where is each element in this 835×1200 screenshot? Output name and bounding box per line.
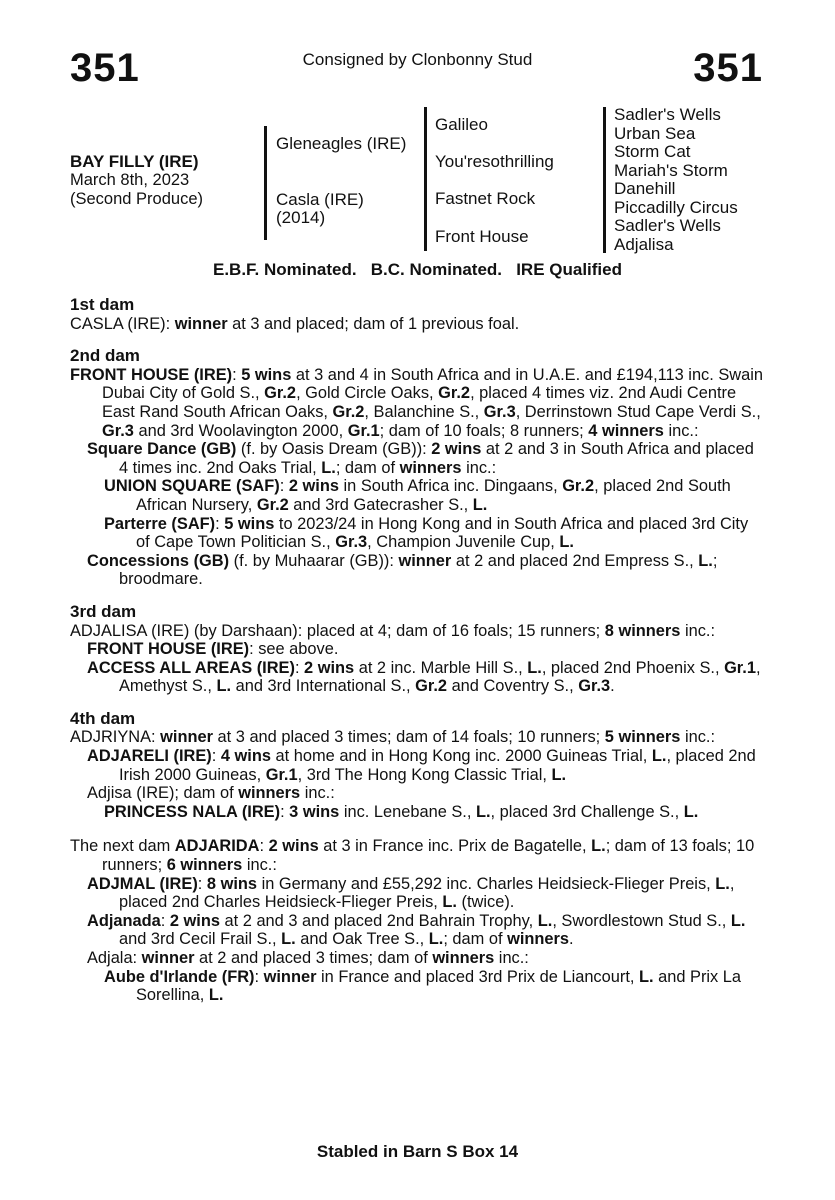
bold-text: 8 winners [604, 621, 681, 640]
text-run: , placed 2nd Phoenix S., [541, 658, 725, 677]
bold-text: L. [208, 986, 224, 1005]
bold-text: ADJARELI (IRE) [87, 747, 212, 766]
text-run: : [232, 365, 242, 384]
text-run: (f. by Oasis Dream (GB)): [236, 440, 432, 459]
text-run: : [279, 477, 289, 496]
text-run: : [294, 658, 305, 677]
text-run: at 2 inc. Marble Hill S., [354, 658, 528, 677]
text-run: , placed 2nd South African Nursery, [136, 477, 731, 514]
bold-text: L. [591, 837, 606, 856]
pedigree-gen2-1: You'resothrilling [435, 152, 554, 171]
text-run: ; dam of 10 foals; 8 runners; [379, 421, 589, 440]
pedigree-entry [70, 747, 765, 784]
text-run: : [197, 874, 207, 893]
text-run: The next dam [70, 837, 175, 856]
bold-text: Gr.2 [256, 495, 289, 514]
bold-text: winner [160, 728, 213, 747]
bold-text: Parterre (SAF) [104, 514, 216, 533]
text-run: inc.: [680, 728, 716, 747]
text-run: ; dam of 13 foals; 10 runners; [102, 837, 755, 875]
text-run: ADJALISA (IRE) (by Darshaan): placed at 4; dam of 16 foals; 15 runners; [70, 621, 605, 640]
first-dam-heading: 1st dam [70, 295, 135, 314]
text-run: at home and in Hong Kong inc. 2000 Guineas Trial, [270, 747, 652, 766]
text-run: , Amethyst S., [119, 658, 761, 696]
bold-text: L. [475, 802, 491, 821]
text-run: : see above. [249, 640, 339, 659]
text-run: , 3rd The Hong Kong Classic Trial, [297, 765, 552, 784]
pedigree-entry [70, 477, 765, 514]
first-dam-text [70, 315, 765, 334]
pedigree-entry [70, 912, 765, 949]
text-run: at 2 and placed 2nd Empress S., [451, 551, 699, 570]
bold-text: 5 wins [241, 365, 292, 384]
bold-text: FRONT HOUSE (IRE) [70, 365, 233, 384]
text-run: to 2023/24 in Hong Kong and in South Africa and placed 3rd City of Cape Town Politician S., [136, 514, 749, 552]
pedigree-entry [70, 875, 765, 912]
catalogue-body [70, 296, 765, 1005]
pedigree-entry [70, 515, 765, 552]
pedigree-entry [70, 968, 765, 1005]
fourth-dam-heading: 4th dam [70, 708, 136, 728]
bold-text: Square Dance (GB) [87, 440, 237, 459]
bold-text: 2 wins [268, 837, 319, 856]
pedigree-entry [70, 803, 765, 822]
bold-text: Aube d'Irlande (FR) [104, 967, 255, 986]
horse-dob: March 8th, 2023 [70, 171, 190, 189]
text-run: Adjala: [87, 949, 142, 967]
stabling-info: Stabled in Barn S Box 14 [316, 1142, 519, 1161]
text-run: , placed 2nd Irish 2000 Guineas, [119, 747, 756, 784]
bold-text: Gr.2 [415, 677, 448, 696]
text-run: at 3 in France inc. Prix de Bagatelle, [318, 837, 592, 856]
bold-text: 2 wins [431, 440, 482, 459]
bold-text: winner [398, 551, 452, 570]
bold-text: winner [263, 967, 317, 986]
bold-text: L. [281, 930, 296, 949]
next-dam-entries [70, 837, 765, 1004]
text-run: : [254, 967, 264, 986]
consignor: Consigned by Clonbonny Stud [302, 50, 533, 69]
text-run: , Balanchine S., [364, 402, 484, 421]
pedigree-gen3-2: Storm Cat [614, 142, 691, 161]
pedigree-gen3-7: Adjalisa [614, 234, 674, 254]
bold-text: 2 wins [288, 477, 339, 496]
pedigree-entry [70, 622, 765, 641]
bold-text: Gr.3 [335, 533, 368, 552]
bold-text: 2 wins [304, 658, 355, 677]
bold-text: 4 wins [220, 747, 271, 766]
pedigree-gen3-3: Mariah's Storm [614, 160, 728, 180]
text-run: and 3rd Gatecrasher S., [288, 495, 473, 514]
bold-text: L. [698, 551, 713, 570]
lot-number-right: 351 [693, 46, 763, 90]
text-run: , placed 3rd Challenge S., [490, 802, 684, 821]
bold-text: ACCESS ALL AREAS (IRE) [87, 658, 295, 677]
pedigree-entry [70, 640, 765, 659]
lot-number-left: 351 [70, 46, 140, 90]
text-run: in France and placed 3rd Prix de Liancourt, [316, 967, 639, 986]
bold-text: winners [432, 949, 495, 967]
bold-text: L. [651, 747, 667, 766]
text-run: (twice). [456, 893, 515, 912]
text-run: at 3 and placed 3 times; dam of 14 foals; 10 runners; [213, 728, 605, 747]
pedigree-gen3-0: Sadler's Wells [614, 105, 721, 124]
text-run: at 3 and placed; dam of 1 previous foal. [227, 314, 520, 333]
fourth-dam-entries [70, 728, 765, 821]
pedigree-entry [70, 366, 765, 440]
pedigree-dam-year: (2014) [276, 208, 326, 227]
pedigree-gen2-0: Galileo [435, 115, 488, 134]
bold-text: L. [551, 765, 567, 784]
pedigree-dam-name: Casla (IRE) [276, 190, 364, 209]
text-run: and Coventry S., [447, 677, 579, 696]
pedigree-line-3 [603, 107, 606, 253]
pedigree-line-1 [264, 126, 267, 240]
third-dam-entries [70, 622, 765, 696]
pedigree-gen3-4: Danehill [614, 179, 676, 198]
text-run: inc.: [242, 856, 277, 875]
bold-text: Gr.1 [265, 765, 298, 784]
text-run: inc.: [300, 784, 335, 803]
text-run: in Germany and £55,292 inc. Charles Heidsieck-Flieger Preis, [257, 874, 716, 893]
bold-text: Gr.2 [332, 402, 365, 421]
text-run: ; broodmare. [119, 551, 718, 589]
text-run: : [160, 911, 170, 930]
text-run: and 3rd Cecil Frail S., [119, 930, 282, 949]
bold-text: L. [537, 911, 553, 930]
bold-text: L. [527, 658, 542, 677]
text-run: , Swordlestown Stud S., [552, 911, 731, 930]
bold-text: UNION SQUARE (SAF) [104, 477, 280, 496]
bold-text: Gr.3 [483, 402, 516, 421]
pedigree-entry [70, 949, 765, 968]
bold-text: Gr.3 [102, 421, 134, 440]
bold-text: L. [683, 802, 699, 821]
bold-text: 6 winners [166, 856, 243, 875]
text-run: and Oak Tree S., [295, 930, 429, 949]
second-dam-heading: 2nd dam [70, 346, 140, 366]
horse-produce: (Second Produce) [70, 190, 203, 208]
text-run: , Derrinstown Stud Cape Verdi S., [515, 402, 761, 421]
text-run: and Prix La Sorellina, [136, 967, 742, 1005]
bold-text: 2 wins [169, 911, 220, 930]
bold-text: Adjanada [87, 911, 161, 930]
bold-text: winners [507, 930, 570, 949]
text-run: , placed 2nd Charles Heidsieck-Flieger Preis, [119, 874, 735, 912]
bold-text: 5 winners [604, 728, 681, 747]
text-run: and 3rd Woolavington 2000, [133, 421, 348, 440]
spacer [70, 821, 765, 837]
bold-text: FRONT HOUSE (IRE) [87, 640, 250, 659]
bold-text: L. [472, 495, 488, 514]
pedigree-gen3-6: Sadler's Wells [614, 216, 721, 235]
text-run: . [569, 930, 574, 949]
pedigree-entry [70, 440, 765, 477]
pedigree-entry [70, 837, 765, 874]
text-run: inc.: [494, 949, 529, 967]
bold-text: Gr.2 [562, 477, 595, 496]
text-run: : [280, 802, 290, 821]
horse-info [70, 152, 203, 209]
pedigree-sire: Gleneagles (IRE) [276, 134, 407, 153]
bold-text: Concessions (GB) [87, 551, 230, 570]
pedigree-dam [276, 191, 364, 227]
bold-text: 3 wins [289, 802, 340, 821]
bold-text: L. [730, 911, 746, 930]
bold-text: L. [321, 458, 336, 477]
bold-text: Gr.3 [578, 677, 611, 696]
text-run: (f. by Muhaarar (GB)): [229, 551, 399, 570]
bold-text: Gr.2 [438, 384, 471, 403]
text-run: : [259, 837, 269, 856]
bold-text: L. [442, 893, 457, 912]
text-run: Adjisa (IRE); dam of [87, 784, 239, 803]
pedigree-entry [70, 784, 765, 803]
bold-text: PRINCESS NALA (IRE) [104, 802, 281, 821]
text-run: inc.: [663, 421, 699, 440]
text-run: : [211, 747, 221, 766]
bold-text: L. [216, 677, 232, 696]
horse-name: BAY FILLY (IRE) [70, 152, 199, 171]
pedigree-gen2-2: Fastnet Rock [435, 189, 536, 208]
bold-text: ADJARIDA [174, 837, 260, 856]
bold-text: winners [238, 784, 301, 803]
bold-text: winner [141, 949, 195, 967]
text-run: inc.: [680, 621, 716, 640]
text-run: . [610, 677, 615, 696]
text-run: at 2 and placed 3 times; dam of [194, 949, 433, 967]
bold-text: ADJMAL (IRE) [87, 874, 198, 893]
pedigree-gen2-3: Front House [435, 227, 529, 246]
bold-text: L. [428, 930, 444, 949]
third-dam-heading: 3rd dam [70, 601, 137, 621]
bold-text: L. [638, 967, 654, 986]
bold-text: 8 wins [206, 874, 258, 893]
pedigree-gen3-5: Piccadilly Circus [614, 197, 738, 217]
text-run: ; dam of [443, 930, 508, 949]
bold-text: 4 winners [588, 421, 664, 440]
text-run: at 2 and 3 and placed 2nd Bahrain Trophy, [220, 911, 538, 930]
second-dam-entries [70, 366, 765, 589]
pedigree-gen3 [614, 106, 738, 254]
bold-text: winner [174, 314, 228, 333]
text-run: , placed 4 times viz. 2nd Audi Centre East Rand South African Oaks, [102, 384, 737, 421]
text-run: and 3rd International S., [231, 677, 416, 696]
text-run: in South Africa inc. Dingaans, [338, 477, 563, 496]
text-run: , Gold Circle Oaks, [296, 384, 439, 403]
pedigree-entry [70, 552, 765, 589]
text-run: at 3 and 4 in South Africa and in U.A.E. and £194,113 inc. Swain Dubai City of Gold S., [102, 365, 764, 403]
bold-text: L. [559, 533, 574, 552]
pedigree-entry [70, 659, 765, 696]
bold-text: 5 wins [224, 514, 275, 533]
text-run: , Champion Juvenile Cup, [367, 533, 560, 552]
pedigree-gen3-1: Urban Sea [614, 123, 696, 143]
bold-text: winners [399, 458, 462, 477]
text-run: ADJRIYNA: [70, 728, 161, 747]
pedigree-line-2 [424, 107, 427, 251]
bold-text: Gr.1 [724, 658, 756, 677]
bold-text: Gr.1 [347, 421, 380, 440]
bold-text: L. [715, 874, 730, 893]
text-run: inc. Lenebane S., [339, 802, 476, 821]
pedigree-entry [70, 728, 765, 747]
nominations: E.B.F. Nominated. B.C. Nominated. IRE Qualified [213, 260, 622, 279]
text-run: ; dam of [335, 458, 400, 477]
bold-text: Gr.2 [264, 384, 297, 403]
text-run: CASLA (IRE): [70, 314, 175, 333]
text-run: at 2 and 3 in South Africa and placed 4 times inc. 2nd Oaks Trial, [119, 440, 754, 477]
text-run: inc.: [461, 458, 497, 477]
text-run: : [215, 514, 225, 533]
